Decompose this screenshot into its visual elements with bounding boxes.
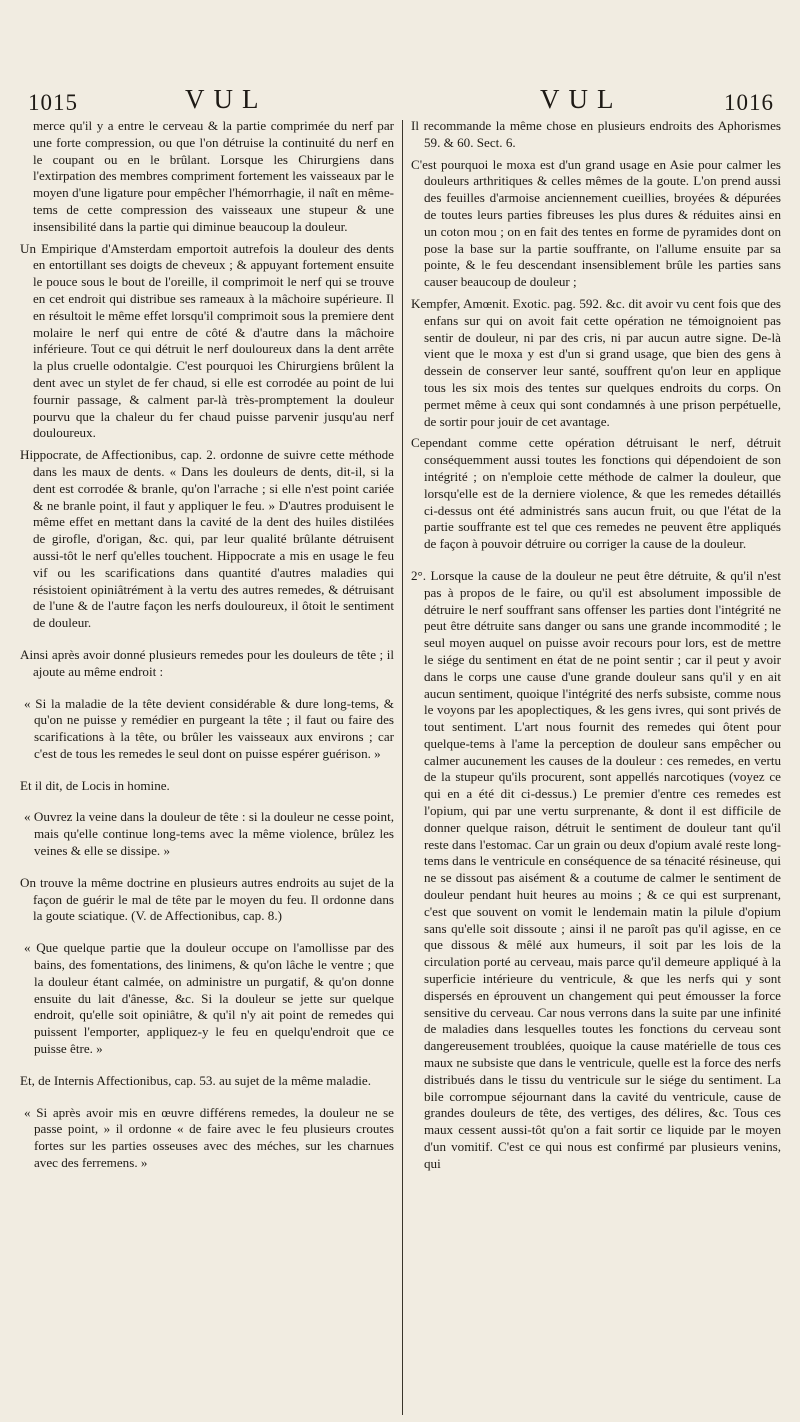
paragraph: Kempfer, Amœnit. Exotic. pag. 592. &c. dit avoir vu cent fois que des enfans sur qui on avoit fait cette opération ne témoignoient pas sentir de douleur, ni par des cris, ni par aucun autre signe. De-là vient que le moxa y est d'un si grand usage, que bien des gens à dessein de conserver leur santé, souffrent qu'on leur en applique tous les six mois des tentes sur quelques endroits du corps. On permet même à ceux qui sont condamnés à une prison perpétuelle, de sortir pour jouir de cet avantage. [411,295,781,429]
left-headword: VUL [185,84,268,114]
running-header [0,84,800,120]
quotation: « Si après avoir mis en œuvre différens remedes, la douleur ne se passe point, » il ordonne « de faire avec le feu plusieurs croutes fortes sur les parties osseuses avec des méches, sur les charnues avec des ferremens. » [24,1104,394,1171]
right-headword: VUL [540,84,623,114]
left-column [20,118,394,1177]
right-column [411,118,781,1178]
paragraph: merce qu'il y a entre le cerveau & la partie comprimée du nerf par une forte compression, ou que l'on détruise la continuité du nerf en le coupant ou en le brûlant. Lorsque les Chirurgiens dans l'extirpation des membres compriment fortement les vaisseaux par le moyen d'une ligature pour empêcher l'hémorrhagie, il naît en même-tems de cette compression des vaisseaux une stupeur & une insensibilité dans la partie qui diminue beaucoup la douleur. [33,118,394,234]
paragraph: Ainsi après avoir donné plusieurs remedes pour les douleurs de tête ; il ajoute au même endroit : [20,646,394,679]
left-page-number: 1015 [28,90,78,115]
paragraph: C'est pourquoi le moxa est d'un grand usage en Asie pour calmer les douleurs arthritiques & celles mêmes de la goute. L'on prend aussi des feuilles d'armoise anciennement cueillies, broyées & dépurées de toutes leurs parties fibreuses les plus dures & réduites ainsi en un coton mou ; on en fait des tentes en forme de pyramides dont on pose la base sur la partie souffrante, on l'allume ensuite par sa pointe, & le feu descendant insensiblement brûle les parties sans causer beaucoup de douleur ; [411,156,781,290]
paragraph: Cependant comme cette opération détruisant le nerf, détruit conséquemment aussi toutes les fonctions qui dépendoient de son intégrité ; on n'emploie cette méthode de calmer la douleur, que lorsqu'elle est de la derniere violence, & que les remedes détaillés ci-dessus ont été administrés sans aucun fruit, ou que l'état de la partie souffrante est tel que ces remedes ne peuvent être appliqués de façon à pouvoir détruire ou corriger la cause de la douleur. [411,435,781,552]
paragraph: Et il dit, de Locis in homine. [20,777,170,793]
quotation: « Ouvrez la veine dans la douleur de tête : si la douleur ne cesse point, mais qu'elle continue long-tems avec la même violence, brûlez les veines & elle se dissipe. » [24,809,394,859]
paragraph: Hippocrate, de Affectionibus, cap. 2. ordonne de suivre cette méthode dans les maux de dents. « Dans les douleurs de dents, dit-il, si la dent est corrodée & branle, qu'on l'arrache ; si elle n'est point cariée & ne branle point, il faut y appliquer le feu. » D'autres produisent le même effet en mettant dans la cavité de la dent des huiles distilées de girofle, d'origan, &c. qui, par leur qualité brûlante détruisent aussi-tôt le nerf qu'elles touchent. Hippocrate a mis en usage le feu vif ou les scarifications dans quantité d'autres maladies qui résistoient opiniâtrément à la vertu des autres remedes, & détruisant de l'une & de l'autre façon les nerfs douloureux, il ôtoit le sentiment de douleur. [20,447,394,631]
paragraph: On trouve la même doctrine en plusieurs autres endroits au sujet de la façon de guérir le mal de tête par le moyen du feu. Il ordonne dans la goute sciatique. (V. de Affectionibus, cap. 8.) [20,874,394,924]
paragraph: Un Empirique d'Amsterdam emportoit autrefois la douleur des dents en entortillant ses doigts de cheveux ; & appuyant fortement ensuite le pouce sous le bout de l'oreille, il comprimoit le nerf qui se trouve en cet endroit qui distribue ses rameaux à la mâchoire supérieure. Il en résultoit le même effet lorsqu'il comprimoit sous la premiere dent molaire le nerf qui entre de côté & d'autre dans la mâchoire inférieure. Tout ce qui détruit le nerf douloureux dans la dent arrête la plus cruelle odontalgie. C'est pourquoi les Chirurgiens brûlent la dent avec un stylet de fer chaud, si elle est corrodée au point de lui fournir passage, & calment par-là très-promptement la douleur pourvu que la chaleur du fer chaud puisse parvenir jusqu'au nerf douloureux. [20,240,394,441]
paragraph: Il recommande la même chose en plusieurs endroits des Aphorismes 59. & 60. Sect. 6. [411,118,781,150]
quotation: « Si la maladie de la tête devient considérable & dure long-tems, & qu'on ne puisse y remédier en purgeant la tête ; il faut ou faire des scarifications à la tête, ou brûler les vaisseaux aux environs ; car c'est de tous les remedes le seul dont on puisse espérer guérison. » [24,695,394,761]
column-divider [402,120,403,1415]
right-page-number: 1016 [724,90,774,115]
paragraph: 2°. Lorsque la cause de la douleur ne peut être détruite, & qu'il n'est pas à propos de le faire, ou qu'il est absolument impossible de détruire le nerf souffrant sans offenser les parties dont l'intégrité ne peut être détruite sans danger ou sans une grande incommodité ; le seul moyen auquel on puisse avoir recours pour lors, est de mettre le siége du sentiment en état de ne point sentir ; car il peut y avoir dans le corps une cause d'une grande douleur sans qu'il y en ait aucun sentiment, quoique l'intégrité des nerfs subsiste, comme nous le voyons par les apoplectiques, & les gens ivres, qui sont privés de tout sentiment. L'art nous fournit des remedes qui ôtent pour quelque-tems à l'ame la perception de douleur sans empêcher ou calmer aucunement les causes de la douleur : ces remedes, en vertu de la stupeur qu'ils procurent, sont appellés narcotiques (voyez ce qui en a été dit ci-dessus.) Le premier d'entre ces remedes est l'opium, qui par une vertu surprenante, & dont il est difficile de donner quelque raison, détruit le sentiment de douleur tant qu'il reste dans l'estomac. Car un grain ou deux d'opium avalé reste long-tems dans le ventricule en conséquence de sa ténacité résineuse, qui ne se dissout pas aisément & a coutume de calmer le sentiment de douleur pendant huit heures au moins ; & ce qui est surprenant, c'est que souvent on vomit le lendemain matin la pilule d'opium sans qu'elle soit dissoute ; ainsi il ne paroît pas qu'il agisse, en ce que dissous & mêlé aux humeurs, il soit par les lois de la circulation porté au cerveau, mais parce qu'il demeure appliqué à la superficie intérieure du ventricule, & que les nerfs qui y sont dispersés en éprouvent un changement qui peut émousser la force sensitive du cerveau. Car nous verrons dans la suite par une infinité de maladies dans lesquelles toutes les fonctions du cerveau sont dangereusement troublées, quoique la cause matérielle de tous ces maux ne subsiste que dans le ventricule, quelle est la force des nerfs distribués dans le tissu du ventricule sur le siége du sentiment. La bile corrompue séjournant dans la cavité du ventricule, cause de grandes douleurs de tête, des vertiges, des délires, &c. Tous ces maux cessent aussi-tôt qu'on a fait sortir ce liquide par le moyen d'un vomitif. C'est ce qui nous est confirmé par plusieurs venins, qui [411,567,781,1171]
paragraph: Et, de Internis Affectionibus, cap. 53. au sujet de la même maladie. [20,1072,371,1088]
quotation: « Que quelque partie que la douleur occupe on l'amollisse par des bains, des fomentations, des linimens, & qu'on lâche le ventre ; que la douleur étant calmée, on administre un purgatif, & qu'on donne ensuite du lait d'ânesse, &c. Si la douleur se jette sur quelque endroit, qu'elle soit opiniâtre, & qu'il n'y ait point de remedes qui puissent l'emporter, appliquez-y le feu en quelqu'endroit que ce puisse être. » [24,940,394,1057]
